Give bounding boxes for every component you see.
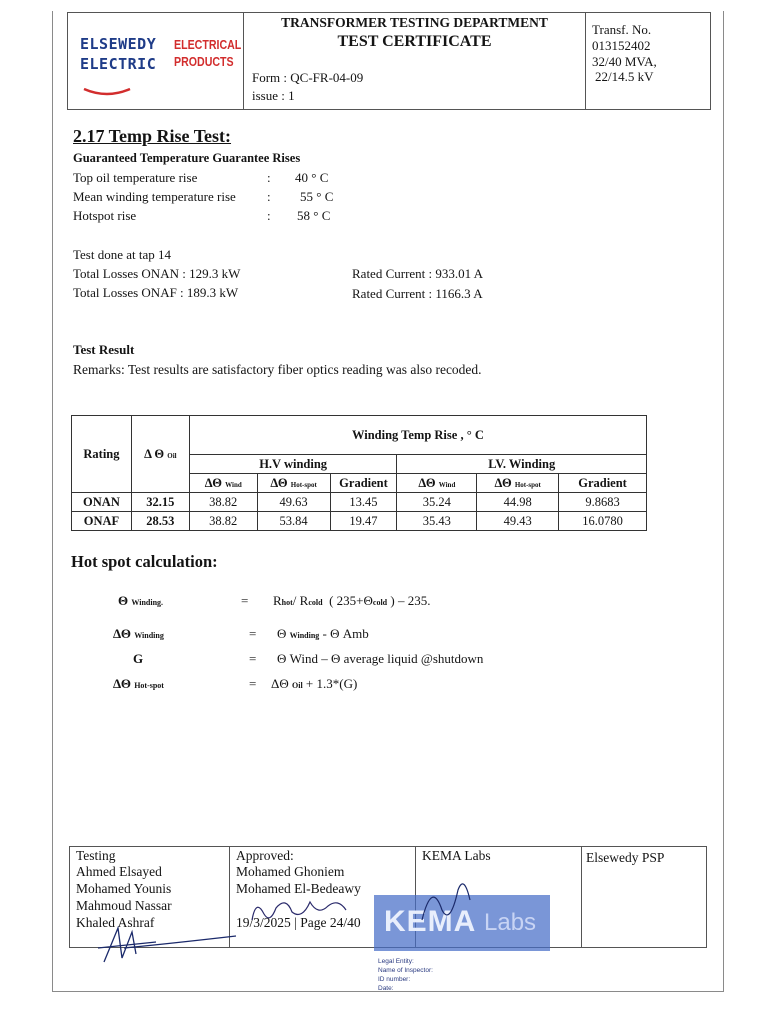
row-rating: ONAN	[72, 493, 132, 512]
losses-onan: Total Losses ONAN : 129.3 kW	[73, 266, 241, 281]
hotspot-subscript: Hot-spot	[514, 480, 541, 489]
formula3-equals: =	[249, 651, 257, 666]
delta-theta-symbol: ΔΘ	[113, 676, 131, 691]
section-title: 2.17 Temp Rise Test:	[73, 126, 232, 146]
guarantee-value-top-oil: 40 ° C	[295, 170, 329, 185]
formula1-part: ) – 235.	[390, 593, 431, 608]
guarantee-label-top-oil: Top oil temperature rise	[73, 170, 198, 185]
hv-wind-col	[189, 474, 257, 493]
psp-label: Elsewedy PSP	[586, 850, 665, 865]
issue-number: issue : 1	[252, 88, 295, 103]
guarantee-value-mean-winding: 55 ° C	[300, 189, 334, 204]
approver-name: Mohamed El-Bedeawy	[236, 881, 361, 896]
row-lv-gradient: 16.0780	[559, 512, 647, 531]
testing-label: Testing	[76, 848, 116, 863]
temp-rise-table	[71, 415, 647, 531]
transf-voltage: 22/14.5 kV	[595, 69, 654, 84]
transf-label: Transf. No.	[592, 22, 652, 37]
result-heading: Test Result	[73, 342, 135, 357]
guarantee-value-hotspot: 58 ° C	[297, 208, 331, 223]
oil-subscript: Oil	[292, 681, 303, 690]
hv-winding-header: H.V winding	[189, 455, 397, 474]
tester-name: Mahmoud Nassar	[76, 898, 172, 913]
formula2-right	[277, 626, 369, 642]
stamp-main: KEMA	[384, 905, 477, 938]
table-row	[72, 493, 647, 512]
guarantee-sep: :	[267, 208, 271, 223]
formula1-left	[118, 593, 163, 609]
logo-red-line2: PRODUCTS	[174, 55, 234, 69]
delta-theta-symbol: ΔΘ	[204, 475, 222, 490]
row-oil: 32.15	[131, 493, 189, 512]
guarantee-label-hotspot: Hotspot rise	[73, 208, 137, 223]
winding-temp-rise-header: Winding Temp Rise , ° C	[189, 416, 646, 455]
certificate-header	[67, 12, 711, 110]
formula3-left: G	[133, 651, 144, 666]
winding-subscript: Winding	[289, 631, 320, 640]
logo-line2: ELECTRIC	[80, 55, 157, 73]
formula2-subscript: Winding	[134, 631, 164, 640]
row-hv-wind: 38.82	[189, 493, 257, 512]
formula1-equals: =	[241, 593, 249, 608]
hot-subscript: hot	[281, 598, 293, 607]
theta-symbol: Θ	[277, 626, 287, 641]
r-symbol: R	[273, 593, 282, 608]
cold-subscript: cold	[372, 598, 388, 607]
guarantee-sep: :	[267, 170, 271, 185]
lv-gradient-col: Gradient	[559, 474, 647, 493]
tester-name: Ahmed Elsayed	[76, 864, 162, 879]
tester-signature-icon	[96, 918, 246, 968]
hv-hotspot-col	[257, 474, 330, 493]
date-page: 19/3/2025 | Page 24/40	[236, 915, 361, 930]
delta-oil-symbol: Δ Θ	[144, 446, 165, 461]
approver-name: Mohamed Ghoniem	[236, 864, 345, 879]
legal-date: Date:	[378, 985, 394, 992]
legal-id: ID number:	[378, 976, 411, 983]
formula1-subscript: Winding.	[131, 598, 164, 607]
table-header-row	[72, 416, 647, 455]
wind-subscript: Wind	[438, 480, 456, 489]
approved-label: Approved:	[236, 848, 294, 863]
row-lv-hotspot: 44.98	[477, 493, 559, 512]
formula3-right: Θ Wind – Θ average liquid @shutdown	[277, 651, 484, 666]
row-lv-wind: 35.24	[397, 493, 477, 512]
row-lv-hotspot: 49.43	[477, 512, 559, 531]
approver-signature-icon	[246, 890, 356, 930]
formula2-left	[113, 626, 164, 642]
formula4-subscript: Hot-spot	[134, 681, 164, 690]
row-hv-hotspot: 53.84	[257, 512, 330, 531]
transf-number: 013152402	[592, 38, 651, 53]
theta-symbol: Θ	[118, 593, 129, 608]
delta-theta-symbol: ΔΘ	[270, 475, 288, 490]
formula4-right	[271, 676, 357, 692]
rating-header: Rating	[72, 416, 132, 493]
row-hv-wind: 38.82	[189, 512, 257, 531]
delta-theta-symbol: ΔΘ	[113, 626, 131, 641]
r-symbol: / R	[292, 593, 309, 608]
hotspot-subscript: Hot-spot	[290, 480, 317, 489]
guarantee-label-mean-winding: Mean winding temperature rise	[73, 189, 236, 204]
legal-inspector: Name of Inspector:	[378, 967, 433, 974]
formula4-equals: =	[249, 676, 257, 691]
logo-line1: ELSEWEDY	[80, 35, 157, 53]
formula1-part: ( 235+Θ	[329, 593, 373, 608]
wind-subscript: Wind	[225, 480, 242, 489]
row-lv-gradient: 9.8683	[559, 493, 647, 512]
row-rating: ONAF	[72, 512, 132, 531]
transf-rating: 32/40 MVA,	[592, 54, 657, 69]
cold-subscript: cold	[308, 598, 323, 607]
losses-onaf: Total Losses ONAF : 189.3 kW	[73, 285, 239, 300]
row-hv-gradient: 13.45	[330, 493, 397, 512]
row-hv-hotspot: 49.63	[257, 493, 330, 512]
row-lv-wind: 35.43	[397, 512, 477, 531]
legal-entity: Legal Entity:	[378, 958, 414, 965]
guarantee-heading: Guaranteed Temperature Guarantee Rises	[73, 151, 301, 165]
oil-subscript: Oil	[167, 451, 177, 460]
stamp-sub: Labs	[484, 909, 537, 936]
current-onaf: Rated Current : 1166.3 A	[352, 286, 483, 301]
delta-theta-symbol: ΔΘ	[271, 676, 289, 691]
form-number: Form : QC-FR-04-09	[252, 70, 364, 85]
kema-signature-icon	[412, 870, 482, 930]
lv-wind-col	[397, 474, 477, 493]
guarantee-sep: :	[267, 189, 271, 204]
tester-name: Khaled Ashraf	[76, 915, 155, 930]
company-logo	[68, 13, 244, 109]
delta-theta-symbol: ΔΘ	[418, 475, 436, 490]
department-title: TRANSFORMER TESTING DEPARTMENT	[281, 15, 548, 30]
kema-label: KEMA Labs	[422, 848, 491, 863]
row-hv-gradient: 19.47	[330, 512, 397, 531]
tap-info: Test done at tap 14	[73, 247, 172, 262]
delta-oil-header	[131, 416, 189, 493]
hotspot-title: Hot spot calculation:	[71, 552, 218, 571]
transformer-info-cell	[586, 13, 710, 109]
department-cell	[244, 13, 586, 109]
formula2-equals: =	[249, 626, 257, 641]
psp-cell	[582, 847, 706, 947]
tester-name: Mohamed Younis	[76, 881, 172, 896]
formula4-left	[113, 676, 164, 692]
remarks: Remarks: Test results are satisfactory fiber optics reading was also recoded.	[73, 362, 482, 377]
formula1-right	[273, 593, 430, 609]
logo-red-line1: ELECTRICAL	[174, 38, 242, 52]
delta-theta-symbol: ΔΘ	[494, 475, 512, 490]
current-onan: Rated Current : 933.01 A	[352, 266, 484, 281]
formula4-part: + 1.3*(G)	[305, 676, 358, 691]
lv-hotspot-col	[477, 474, 559, 493]
lv-winding-header: LV. Winding	[397, 455, 647, 474]
logo-swoosh-icon	[82, 87, 132, 97]
certificate-title: TEST CERTIFICATE	[337, 33, 492, 50]
table-row	[72, 512, 647, 531]
formula2-part: - Θ Amb	[322, 626, 369, 641]
row-oil: 28.53	[131, 512, 189, 531]
hv-gradient-col: Gradient	[330, 474, 397, 493]
